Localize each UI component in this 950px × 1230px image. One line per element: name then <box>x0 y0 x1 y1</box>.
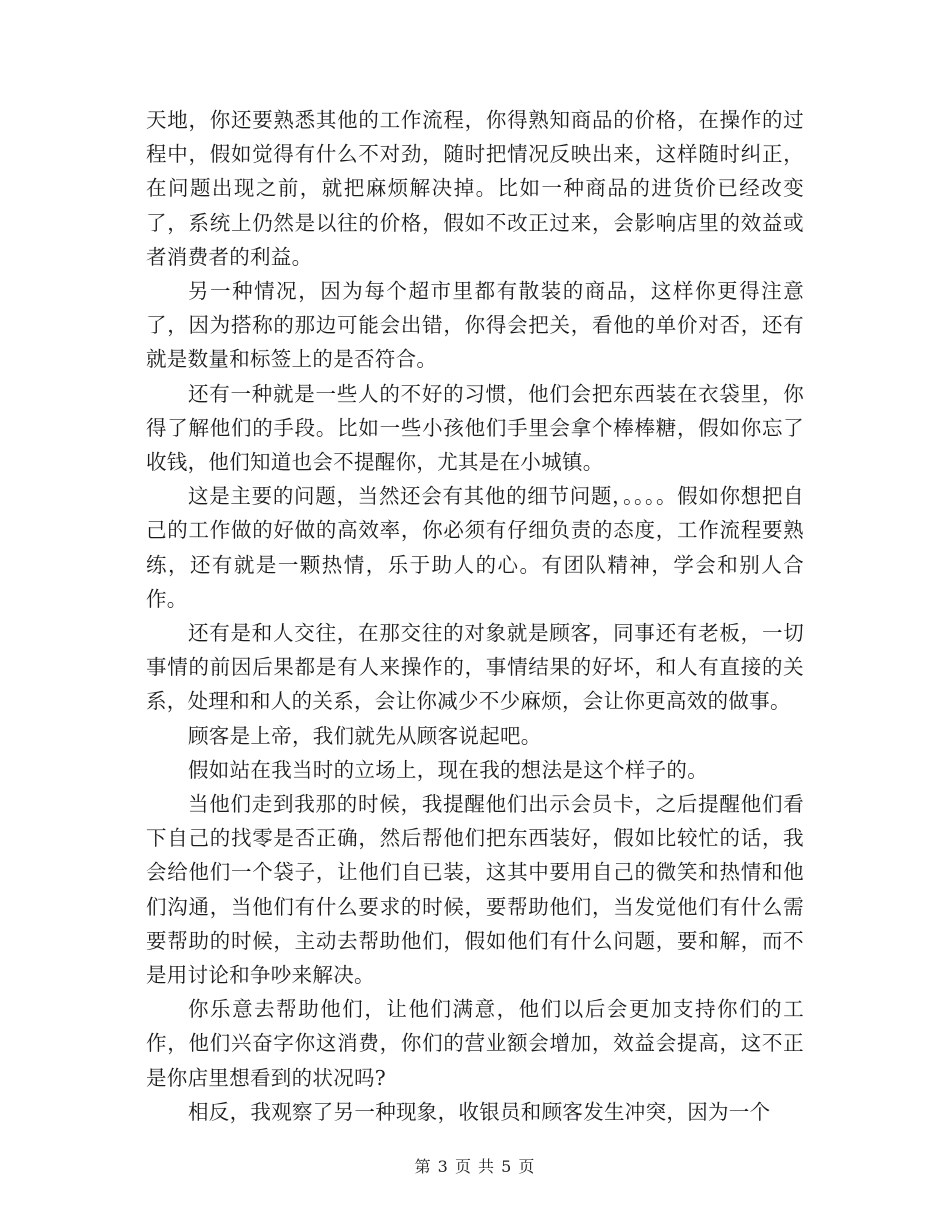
paragraph-9: 你乐意去帮助他们，让他们满意，他们以后会更加支持你们的工作，他们兴奋字你这消费，你们的营业额会增加，效益会提高，这不正是你店里想看到的状况吗? <box>146 997 804 1090</box>
paragraph-10: 相反，我观察了另一种现象，收银员和顾客发生冲突，因为一个 <box>188 1099 771 1124</box>
paragraph-6: 顾客是上帝，我们就先从顾客说起吧。 <box>188 723 542 748</box>
paragraph-7: 假如站在我当时的立场上，现在我的想法是这个样子的。 <box>188 757 708 782</box>
document-body <box>146 103 804 1129</box>
paragraph-8: 当他们走到我那的时候，我提醒他们出示会员卡，之后提醒他们看下自己的找零是否正确，然后帮他们把东西装好，假如比较忙的话，我会给他们一个袋子，让他们自已装，这其中要用自己的微笑和热情和他们沟通，当他们有什么要求的时候，要帮助他们，当发觉他们有什么需要帮助的时候，主动去帮助他们，假如他们有什么问题，要和解，而不是用讨论和争吵来解决。 <box>146 792 804 988</box>
paragraph-1: 天地，你还要熟悉其他的工作流程，你得熟知商品的价格，在操作的过程中，假如觉得有什么不对劲，随时把情况反映出来，这样随时纠正，在问题出现之前，就把麻烦解决掉。比如一种商品的进货价已经改变了，系统上仍然是以往的价格，假如不改正过来，会影响店里的效益或者消费者的利益。 <box>146 108 804 269</box>
paragraph-4: 这是主要的问题，当然还会有其他的细节问题，。。。。假如你想把自己的工作做的好做的高效率，你必须有仔细负责的态度，工作流程要熟练，还有就是一颗热情，乐于助人的心。有团队精神，学会和别人合作。 <box>146 484 804 611</box>
paragraph-2: 另一种情况，因为每个超市里都有散装的商品，这样你更得注意了，因为搭称的那边可能会出错，你得会把关，看他的单价对否，还有就是数量和标签上的是否符合。 <box>146 279 804 372</box>
page-number-footer: 第 3 页 共 5 页 <box>414 1157 536 1176</box>
paragraph-5: 还有是和人交往，在那交往的对象就是顾客，同事还有老板，一切事情的前因后果都是有人来操作的，事情结果的好坏，和人有直接的关系，处理和和人的关系，会让你减少不少麻烦，会让你更高效的做事。 <box>146 621 804 714</box>
paragraph-3: 还有一种就是一些人的不好的习惯，他们会把东西装在衣袋里，你得了解他们的手段。比如一些小孩他们手里会拿个棒棒糖，假如你忘了收钱，他们知道也会不提醒你，尤其是在小城镇。 <box>146 381 804 475</box>
